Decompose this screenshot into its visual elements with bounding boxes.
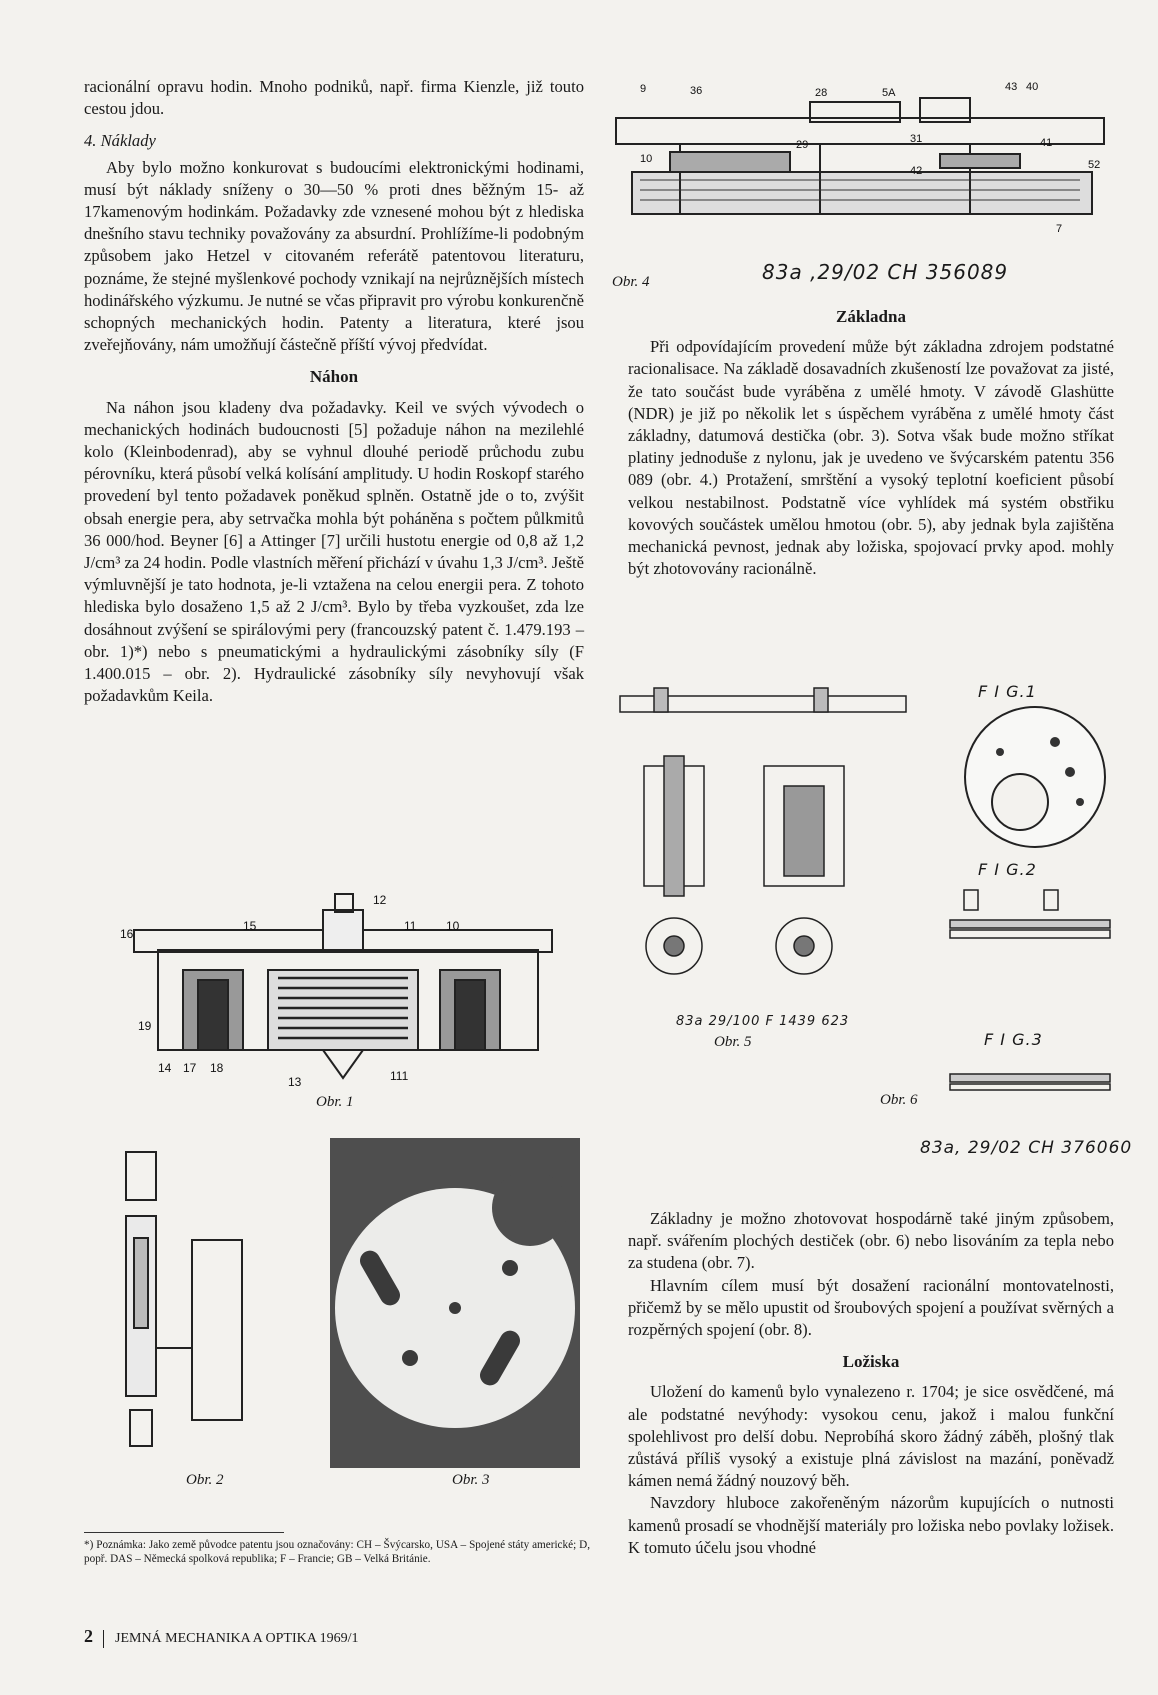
- left-column: [84, 76, 584, 707]
- footnote-rule: [84, 1532, 284, 1533]
- obr4-label-52: 52: [1088, 159, 1101, 171]
- figure-fig3-drawing: [944, 1060, 1114, 1100]
- paragraph-naklady: Aby bylo možno konkurovat s budoucími elektronickými hodinami, musí být náklady sníženy o 30—50 % proti dnes běžným 15- až 17kamenovým hodinkám. Požadavky zde vznesené mohou být z hlediska dnešního stavu techniky považovány za absurdní. Prohlížíme-li podobným způsobem jako Hetzel v citovaném referátě patentovou literaturu, poznáme, že stejné myšlenkové pochody vznikají na nejrůznějších místech hodinářského výzkumu. Je nutné se včas připravit pro výrobu konkurenčně schopných mechanických hodin. Patenty a literatura, které jsou zveřejňovány, nám umožňují částečně příští vývoj předvídat.: [84, 157, 584, 355]
- obr4-label-9: 9: [640, 83, 647, 95]
- caption-obr2: Obr. 2: [186, 1472, 224, 1488]
- caption-obr6: Obr. 6: [880, 1092, 918, 1108]
- obr4-label-41: 41: [1040, 137, 1053, 149]
- paragraph-nahon: Na náhon jsou kladeny dva požadavky. Keil ve svých vývodech o mechanických hodinách budoucnosti [5] požaduje náhon na mezilehlé kolo (Kleinbodenrad), aby se vyhnul dlouhé periodě průchodu zubu pérovníku, která působí velká kolísání amplitudy. U hodin Roskopf starého provedení byl tento požadavek poněkud splněn. Ostatně jde o to, zvýšit obsah energie pera, aby setrvačka mohla být poháněna s počtem půlkmitů 36 000/hod. Beyner [6] a Attinger [7] určili hustotu energie od 0,8 až 1,2 J/cm³ za 24 hodin. Podle vlastních měření přichází v úvahu 1,3 J/cm³. Ještě výmluvnější je tato hodnota, je-li vztažena na celou energii pera. Z tohoto hlediska bylo dosaženo 1,5 až 2 J/cm³. Bylo by třeba vyzkoušet, zda lze dosáhnout zvýšení se spirálovými pery (francouzský patent č. 1.479.193 – obr. 1)*) nebo s pneumatickými a hydraulickými zásobníky síly (F 1.400.015 – obr. 2). Hydraulické zásobníky síly nevyhovují však požadavkům Keila.: [84, 397, 584, 706]
- footnote: *) Poznámka: Jako země původce patentu jsou označovány: CH – Švýcarsko, USA – Spojené státy americké; D, popř. DAS – Německá spolková republika; F – Francie; GB – Velká Británie.: [84, 1539, 590, 1565]
- obr4-label-7: 7: [1056, 223, 1063, 235]
- obr4-label-40: 40: [1026, 81, 1039, 93]
- fig2-label: F I G.2: [978, 860, 1037, 879]
- paragraph-loziska-2: Navzdory hlubоce zakořeněným názorům kupujících o nutnosti kamenů prosadí se vhodnější materiály pro ložiska nebo povlaky ložisek. K tomuto účelu jsou vhodné: [628, 1493, 1114, 1557]
- obr1-label-14: 14: [158, 1061, 172, 1075]
- footer-separator: [103, 1630, 104, 1648]
- right-column-upper: [628, 296, 1114, 580]
- patent-number-obr5: 83a 29/100 F 1439 623: [676, 1014, 850, 1029]
- figure-obr4-drawing: [610, 82, 1110, 242]
- obr1-label-12: 12: [373, 893, 387, 907]
- obr1-label-17: 17: [183, 1061, 197, 1075]
- obr1-label-19: 19: [138, 1019, 152, 1033]
- obr4-label-36: 36: [690, 85, 703, 97]
- paragraph-zakladna: Při odpovídajícím provedení může být základna zdrojem podstatné racionalisace. Na základě dosavadních zkušeností lze považovat za jisté, že tato součást bude vyráběna z umělé hmoty. V závodě Glashütte (NDR) je již po několik let s úspěchem vyráběna z umělé hmoty část základny, datumová destička (obr. 3). Sotva však bude možno stříkat platiny jednoduše z nylonu, jak je uvedeno ve švýcarském patentu 356 089 (obr. 4.) Protažení, smrštění a vysoký teplotní koeficient působí velkou nestabilnost. Podstatně více vyhlídek má systém obstřiku kovových součástek umělou hmotou (obr. 5), aby jednak byla zajištěna mechanická pevnost, jednak aby ložiska, spojovací prvky apod. mohly být zhotovovány racionálně.: [628, 337, 1114, 579]
- obr4-label-29: 29: [796, 139, 809, 151]
- obr4-label-28: 28: [815, 87, 828, 99]
- figure-obr1-drawing: [120, 890, 568, 1090]
- obr1-label-10: 10: [446, 919, 460, 933]
- caption-obr1: Obr. 1: [316, 1094, 354, 1110]
- page-number: 2: [84, 1626, 93, 1646]
- figure-obr2-drawing: [96, 1148, 246, 1448]
- obr1-label-111: 111: [390, 1069, 409, 1083]
- obr1-label-16: 16: [120, 927, 134, 941]
- patent-number-obr6: 83a, 29/02 CH 376060: [920, 1138, 1133, 1158]
- fig3-label: F I G.3: [984, 1030, 1043, 1049]
- caption-obr5: Obr. 5: [714, 1034, 752, 1050]
- obr4-label-5a: 5A: [882, 87, 896, 99]
- heading-nahon: Náhon: [309, 367, 359, 387]
- heading-loziska: Ložiska: [842, 1352, 900, 1372]
- figure-fig1-drawing: [960, 702, 1110, 852]
- paragraph-montovatelnost: Hlavním cílem musí být dosažení racionální montovatelnosti, přičemž by se mělo upustit od šroubových spojení a používat svěrných a rozpěrných spojení (obr. 8).: [628, 1275, 1114, 1340]
- figure-obr3-photo: [330, 1138, 580, 1468]
- caption-obr3: Obr. 3: [452, 1472, 490, 1488]
- obr1-label-11: 11: [404, 919, 417, 933]
- section-heading-naklady: 4. Náklady: [84, 131, 156, 151]
- caption-obr4: Obr. 4: [612, 274, 650, 290]
- paragraph-loziska-1: Uložení do kamenů bylo vynalezeno r. 1704; je sice osvědčené, má ale podstatné nevýhody: vysokou cenu, jakož i malou funkční spolehlivost pro delší dobu. Neprobíhá skoro žádný záběh, plošný tlak zůstává příliš vysoký a existuje plná závislost na mazání, poněvadž kámen nemá žádný nouzový běh.: [628, 1382, 1114, 1491]
- page-footer: [84, 1626, 358, 1648]
- fig1-label: F I G.1: [978, 682, 1037, 701]
- figure-fig2-drawing: [944, 880, 1114, 950]
- right-column-lower: [628, 1208, 1114, 1559]
- obr4-label-43: 43: [1005, 81, 1018, 93]
- paragraph-zakladny: Základny je možno zhotovovat hospodárně také jiným způsobem, např. svářením plochých destiček (obr. 6) nebo lisováním za tepla nebo za studena (obr. 7).: [628, 1209, 1114, 1273]
- paragraph-intro: racionální opravu hodin. Mnoho podniků, např. firma Kienzle, již touto cestou jdou.: [84, 77, 584, 119]
- obr4-label-10: 10: [640, 153, 653, 165]
- obr4-label-31: 31: [910, 133, 923, 145]
- journal-name: JEMNÁ MECHANIKA A OPTIKA 1969/1: [115, 1631, 359, 1646]
- heading-zakladna: Základna: [836, 307, 906, 326]
- figure-obr5-drawing: [614, 676, 914, 996]
- obr1-label-13: 13: [288, 1075, 302, 1089]
- obr1-label-15: 15: [243, 919, 257, 933]
- patent-number-obr4: 83a ,29/02 CH 356089: [762, 260, 1009, 284]
- obr1-label-18: 18: [210, 1061, 224, 1075]
- obr4-label-42: 42: [910, 165, 923, 177]
